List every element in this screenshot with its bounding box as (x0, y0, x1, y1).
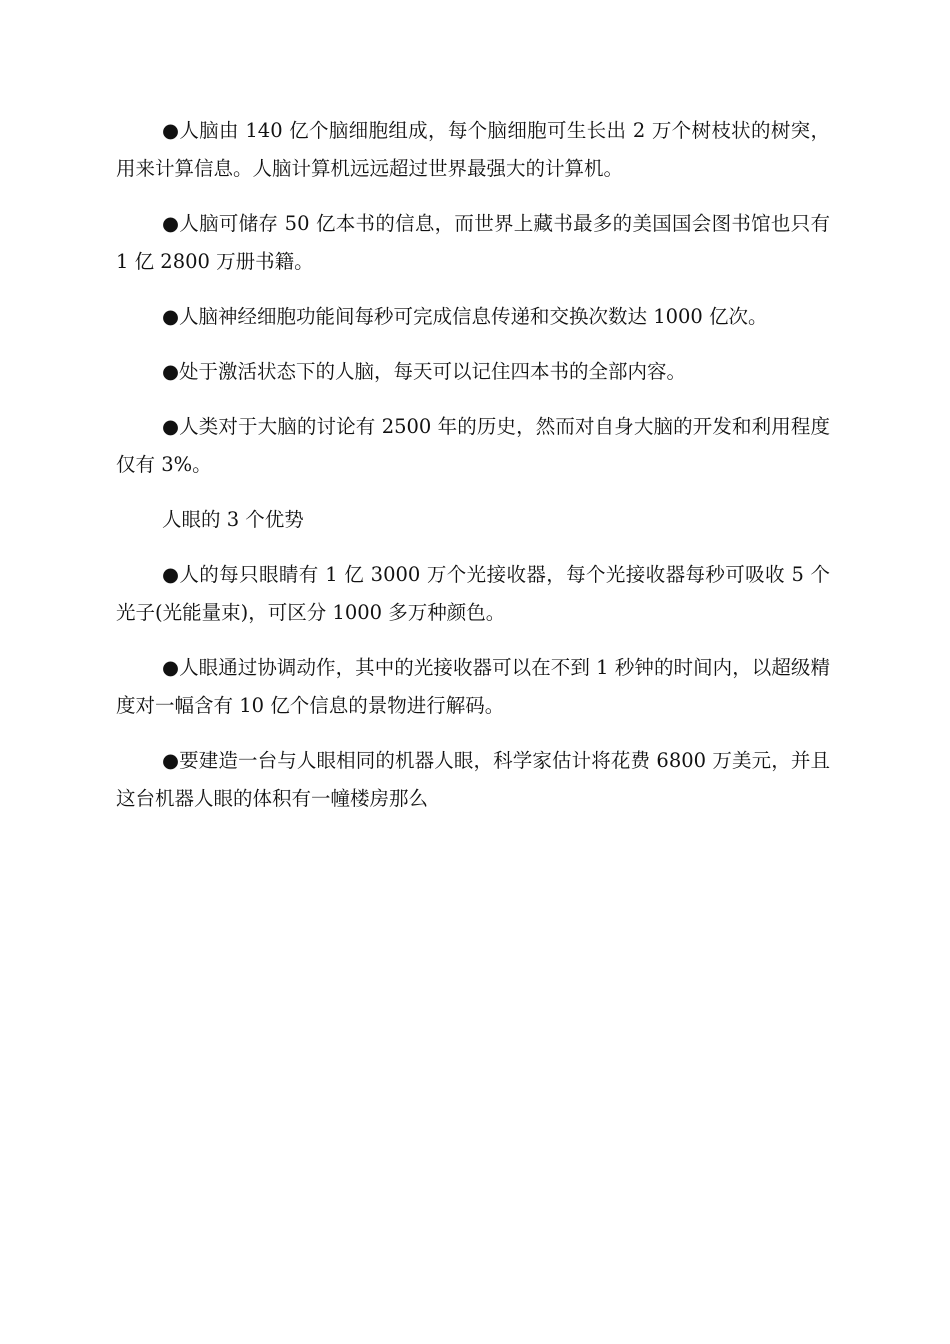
paragraph-brain-storage: ●人脑可储存 50 亿本书的信息，而世界上藏书最多的美国国会图书馆也只有 1 亿 2800 万册书籍。 (116, 212, 830, 273)
paragraph-eye-receptors: ●人的每只眼睛有 1 亿 3000 万个光接收器，每个光接收器每秒可吸收 5 个光子(光能量束)，可区分 1000 多万种颜色。 (116, 563, 830, 624)
document-body (116, 112, 830, 835)
paragraph-eye-decoding: ●人眼通过协调动作，其中的光接收器可以在不到 1 秒钟的时间内，以超级精度对一幅含有 10 亿个信息的景物进行解码。 (116, 656, 830, 717)
section-heading-eye-advantages: 人眼的 3 个优势 (162, 508, 304, 531)
paragraph-neuron-transfer: ●人脑神经细胞功能间每秒可完成信息传递和交换次数达 1000 亿次。 (162, 305, 768, 328)
paragraph-robot-eye: ●要建造一台与人眼相同的机器人眼，科学家估计将花费 6800 万美元，并且这台机器人眼的体积有一幢楼房那么 (116, 749, 830, 810)
paragraph-brain-usage: ●人类对于大脑的讨论有 2500 年的历史，然而对自身大脑的开发和利用程度仅有 3%。 (116, 415, 830, 476)
paragraph-active-memory: ●处于激活状态下的人脑，每天可以记住四本书的全部内容。 (162, 360, 687, 383)
paragraph-brain-cells: ●人脑由 140 亿个脑细胞组成，每个脑细胞可生长出 2 万个树枝状的树突，用来计算信息。人脑计算机远远超过世界最强大的计算机。 (116, 119, 830, 180)
